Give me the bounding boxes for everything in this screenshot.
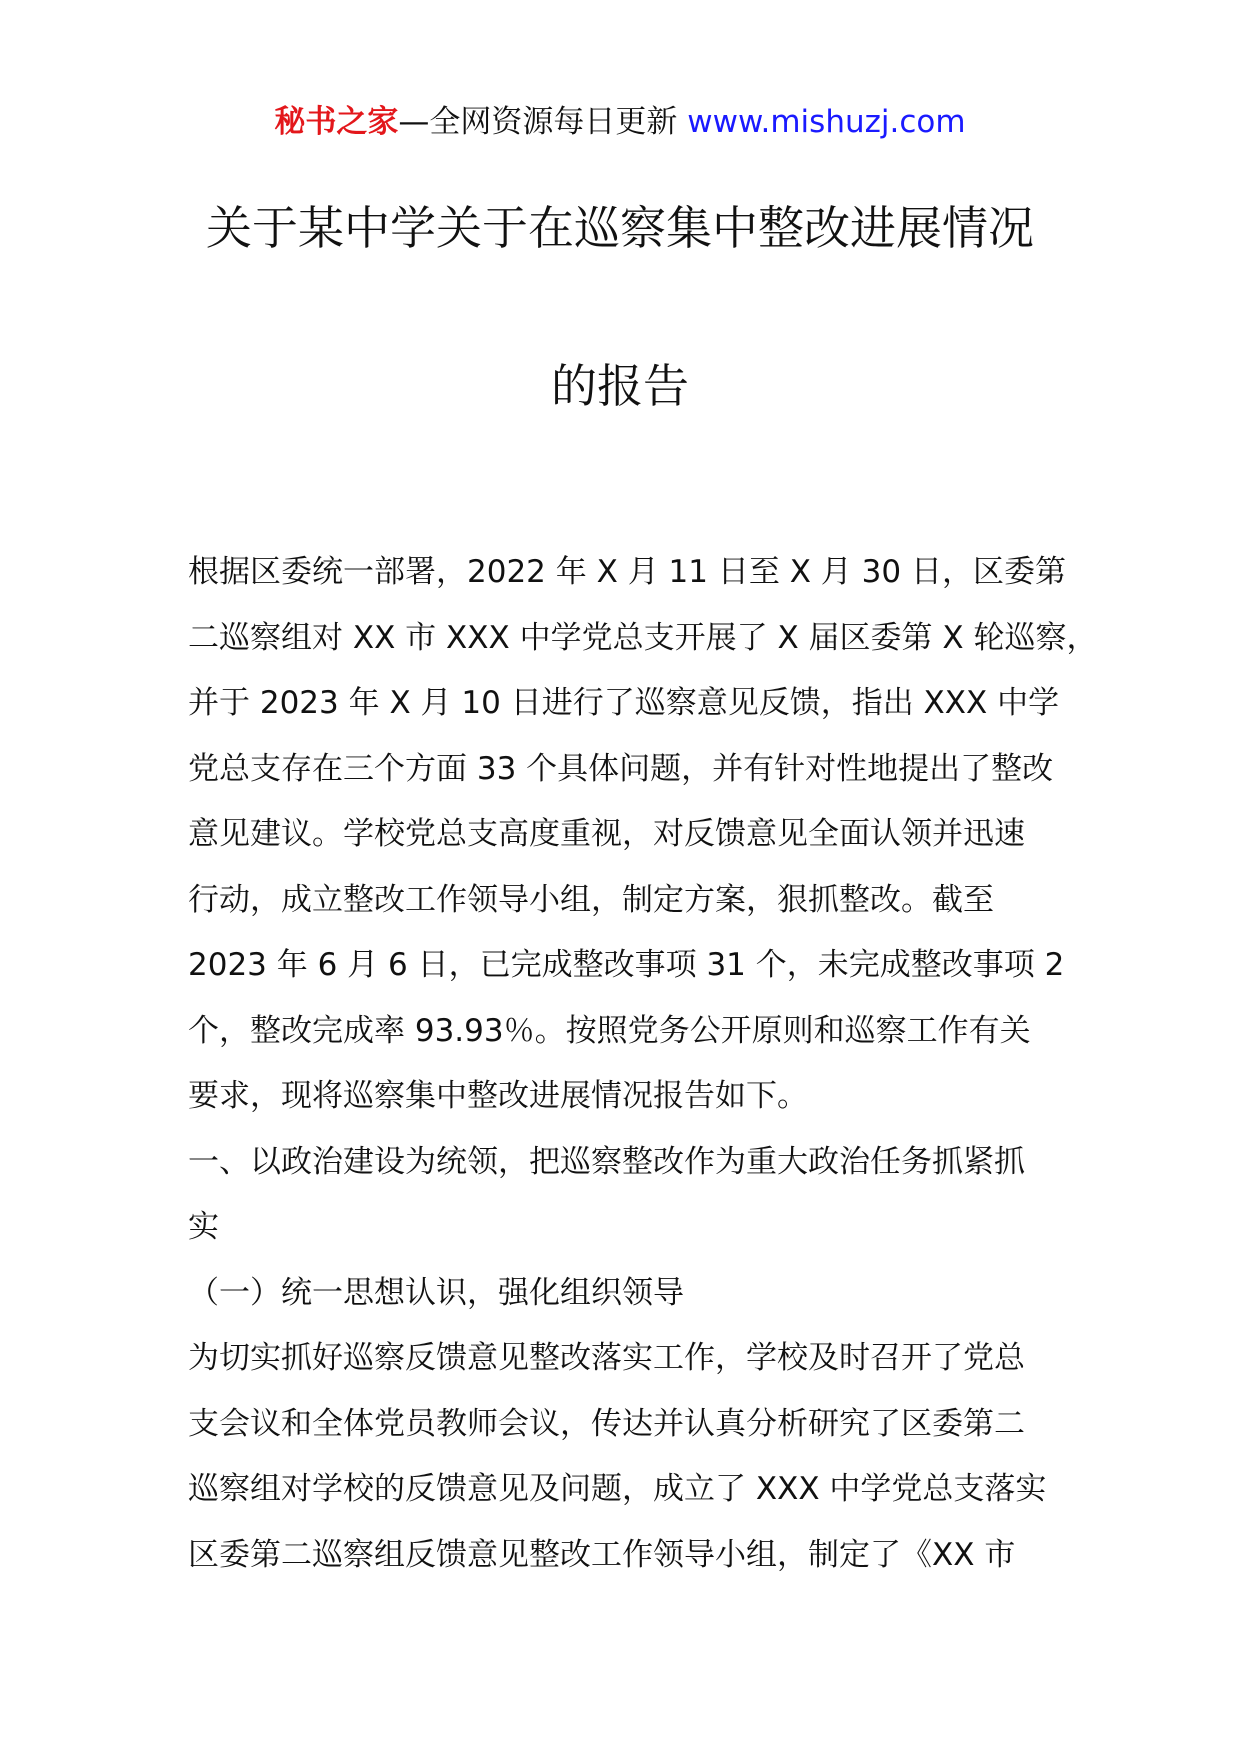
body-line: 党总支存在三个方面 33 个具体问题，并有针对性地提出了整改 — [188, 750, 1054, 787]
body-line: 意见建议。学校党总支高度重视，对反馈意见全面认领并迅速 — [188, 816, 1025, 852]
body-line: 支会议和全体党员教师会议，传达并认真分析研究了区委第二 — [188, 1405, 1025, 1442]
document-title-line-1: 关于某中学关于在巡察集中整改进展情况 — [206, 201, 1034, 255]
site-header — [0, 100, 1240, 144]
subsection-heading-1: （一）统一思想认识，强化组织领导 — [188, 1274, 684, 1311]
body-line: 二巡察组对 XX 市 XXX 中学党总支开展了 X 届区委第 X 轮巡察， — [188, 619, 1098, 656]
body-line: 巡察组对学校的反馈意见及问题，成立了 XXX 中学党总支落实 — [188, 1471, 1047, 1507]
document-title-line-2: 的报告 — [551, 359, 689, 413]
brand-name: 秘书之家 — [274, 104, 399, 140]
body-line: 2023 年 6 月 6 日，已完成整改事项 31 个，未完成整改事项 2 — [188, 947, 1065, 983]
body-line: 行动，成立整改工作领导小组，制定方案，狠抓整改。截至 — [188, 881, 994, 918]
body-line: 要求，现将巡察集中整改进展情况报告如下。 — [188, 1078, 808, 1114]
header-tagline: —全网资源每日更新 — [398, 104, 678, 140]
site-url-link[interactable]: www.mishuzj.com — [687, 104, 966, 140]
body-line: 并于 2023 年 X 月 10 日进行了巡察意见反馈，指出 XXX 中学 — [188, 685, 1060, 721]
body-line: 为切实抓好巡察反馈意见整改落实工作，学校及时召开了党总 — [188, 1340, 1025, 1376]
body-line: 个，整改完成率 93.93％。按照党务公开原则和巡察工作有关 — [188, 1012, 1031, 1049]
section-heading-1: 一、以政治建设为统领，把巡察整改作为重大政治任务抓紧抓 — [188, 1143, 1025, 1180]
body-line: 根据区委统一部署，2022 年 X 月 11 日至 X 月 30 日，区委第 — [188, 554, 1066, 590]
body-line: 区委第二巡察组反馈意见整改工作领导小组，制定了《XX 市 — [188, 1536, 1016, 1573]
document-body — [188, 540, 1098, 1588]
section-heading-1-cont: 实 — [188, 1209, 219, 1245]
